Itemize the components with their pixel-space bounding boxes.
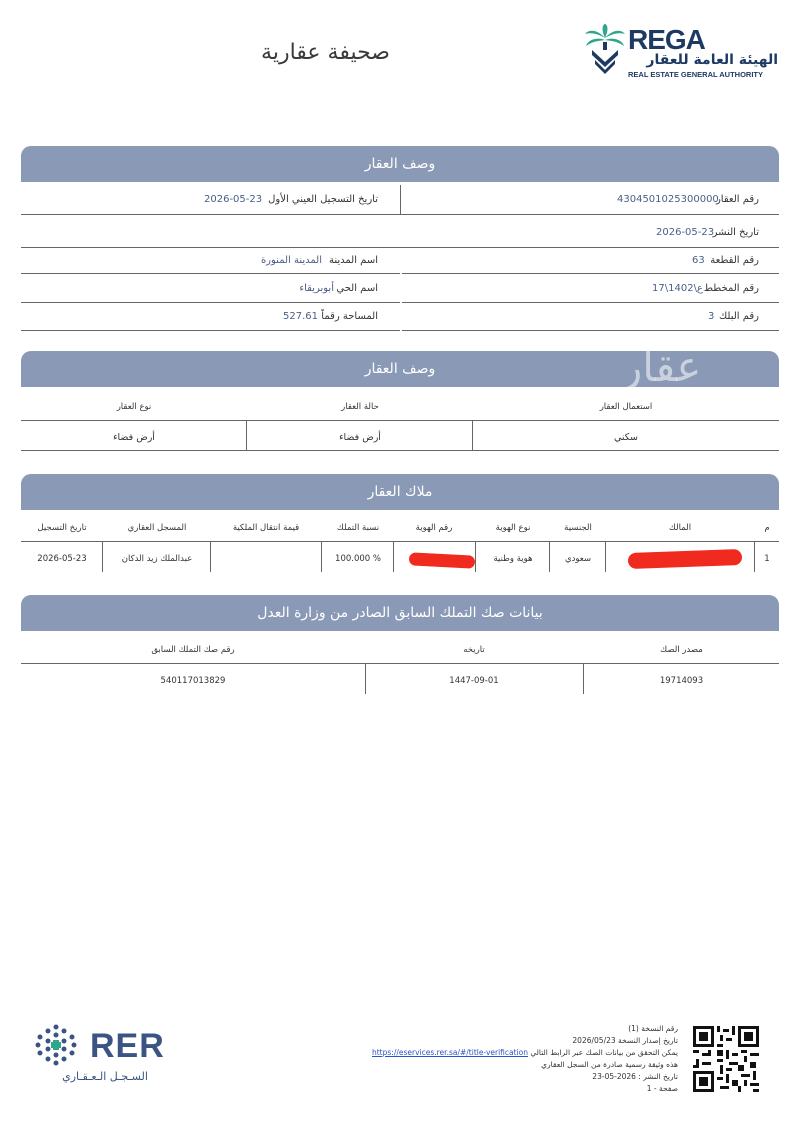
- owners-col-transfer-value: قيمة انتقال الملكية: [232, 523, 300, 533]
- row-divider: [402, 302, 779, 303]
- owners-col-owner: المالك: [668, 523, 692, 533]
- rer-logo-text: RER: [90, 1027, 165, 1065]
- district-label: اسم الحي: [336, 283, 378, 294]
- city-value: المدينة المنورة: [260, 255, 322, 266]
- property-status-header: حالة العقار: [341, 402, 379, 412]
- property-kind-value: أرض فضاء: [113, 432, 155, 443]
- section-owners-bar: ملاك العقار: [21, 474, 779, 510]
- property-kind-header: نوع العقار: [116, 402, 152, 412]
- property-status-value: أرض فضاء: [339, 432, 381, 443]
- verify-link[interactable]: https://eservices.rer.sa/#/title-verification: [371, 1048, 528, 1057]
- deed-source-value: 19714093: [659, 676, 704, 686]
- first-registration-date-label: تاريخ التسجيل العيني الأول: [268, 194, 378, 205]
- rer-logo-arabic: السـجـل الـعـقـاري: [62, 1070, 148, 1083]
- deed-date-value: 1447-09-01: [449, 676, 499, 686]
- owner-row-index: 1: [764, 554, 770, 564]
- deed-source-header: مصدر الصك: [660, 645, 703, 655]
- section-previous-deed-bar: بيانات صك التملك السابق الصادر من وزارة العدل: [21, 595, 779, 631]
- owner-row-registration-date: 2026-05-23: [37, 554, 87, 564]
- row-divider: [21, 247, 779, 248]
- first-registration-date-value: 2026-05-23: [204, 194, 263, 205]
- column-divider: [400, 185, 401, 214]
- area-value: 527.61: [283, 311, 318, 322]
- owners-col-registration-date: تاريخ التسجيل: [37, 523, 87, 533]
- publish-date-value: 2026-05-23: [656, 227, 715, 238]
- previous-deed-number-header: رقم صك التملك السابق: [151, 645, 235, 655]
- plot-number-label: رقم القطعة: [710, 255, 759, 266]
- city-label: اسم المدينة: [328, 255, 378, 266]
- property-use-value: سكني: [614, 432, 638, 443]
- row-divider: [21, 663, 779, 664]
- owner-row-id-type: هوية وطنية: [493, 554, 533, 564]
- row-divider: [21, 302, 400, 303]
- row-divider: [21, 273, 400, 274]
- area-label: المساحة رقماً: [321, 311, 378, 322]
- owner-row-ownership-ratio: % 100.000: [335, 554, 381, 564]
- plan-number-value: ع\1402\17: [652, 283, 703, 294]
- row-divider: [21, 330, 400, 331]
- rega-logo-text: REGA: [628, 24, 705, 55]
- property-number-value: 4304501025300000: [617, 194, 719, 205]
- plot-number-value: 63: [692, 255, 705, 266]
- previous-deed-number-value: 540117013829: [160, 676, 226, 686]
- official-document-note: هذه وثيقة رسمية صادرة من السجل العقاري: [541, 1060, 678, 1069]
- district-value: أبوبريقاء: [299, 283, 334, 294]
- row-divider: [21, 420, 779, 421]
- publish-date-label: تاريخ النشر: [712, 227, 759, 238]
- section-property-type-bar: وصف العقار: [21, 351, 779, 387]
- owners-col-id-number: رقم الهوية: [415, 523, 453, 533]
- row-divider: [402, 273, 779, 274]
- copy-number: رقم النسخة (1): [628, 1024, 678, 1033]
- rega-logo-english: REAL ESTATE GENERAL AUTHORITY: [628, 70, 764, 79]
- page-number: صفحة - 1: [646, 1084, 678, 1093]
- row-divider: [21, 214, 779, 215]
- property-use-header: استعمال العقار: [599, 402, 653, 412]
- page-title: صحيفة عقارية: [261, 40, 390, 65]
- owners-col-ownership-ratio: نسبة التملك: [336, 523, 380, 533]
- block-number-value: 3: [708, 311, 715, 322]
- owners-col-nationality: الجنسية: [564, 523, 592, 533]
- owners-col-registrar: المسجل العقاري: [127, 523, 187, 533]
- block-number-label: رقم البلك: [718, 311, 759, 322]
- verify-line: [372, 1048, 678, 1057]
- owners-col-index: م: [764, 523, 770, 533]
- property-number-label: رقم العقار: [715, 194, 759, 205]
- deed-date-header: تاريخه: [463, 645, 485, 655]
- aqar-watermark: عقار: [622, 342, 702, 391]
- row-divider: [21, 541, 779, 542]
- owner-id-redaction: [409, 552, 476, 568]
- verify-text: يمكن التحقق من بيانات الصك عبر الرابط التالي: [530, 1048, 678, 1057]
- owner-name-redaction: [628, 549, 742, 569]
- section-property-description-bar: وصف العقار: [21, 146, 779, 182]
- plan-number-label: رقم المخطط: [703, 283, 759, 294]
- qr-code-icon: [693, 1026, 759, 1092]
- rer-dots-icon: [34, 1023, 78, 1067]
- owner-row-registrar: عبدالملك زيد الدكان: [121, 554, 193, 564]
- row-divider: [402, 330, 779, 331]
- rega-logo-arabic: الهيئة العامة للعقار: [646, 52, 778, 68]
- owner-row-nationality: سعودي: [564, 554, 592, 564]
- footer-publish-date: تاريخ النشر : 2026-05-23: [592, 1072, 678, 1081]
- issue-date: تاريخ إصدار النسخة 2026/05/23: [572, 1036, 678, 1045]
- owners-col-id-type: نوع الهوية: [495, 523, 531, 533]
- row-divider: [21, 450, 779, 451]
- rega-palm-icon: [584, 24, 626, 80]
